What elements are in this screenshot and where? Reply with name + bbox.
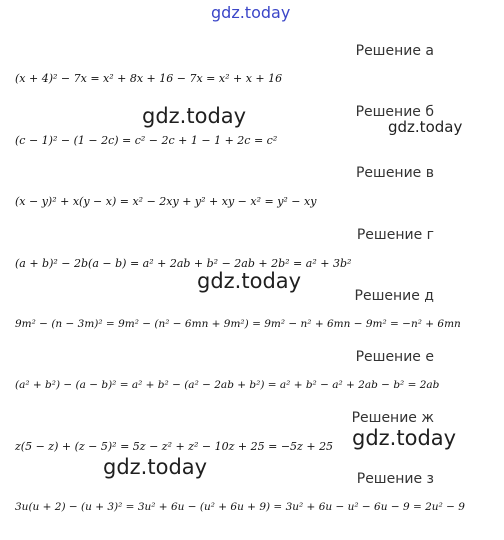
watermark-top: gdz.today [211, 3, 291, 22]
solution-formula-b: (c − 1)² − (1 − 2c) = c² − 2c + 1 − 1 + 2c = c² [15, 134, 278, 147]
solution-formula-g: (a + b)² − 2b(a − b) = a² + 2ab + b² − 2ab + 2b² = a² + 3b² [15, 257, 352, 270]
solution-heading-d: Решение д [354, 288, 434, 304]
solution-formula-e: (a² + b²) − (a − b)² = a² + b² − (a² − 2ab + b²) = a² + b² − a² + 2ab − b² = 2ab [15, 379, 440, 391]
solution-heading-v: Решение в [355, 165, 434, 181]
watermark-4: gdz.today [352, 426, 457, 450]
solution-formula-v: (x − y)² + x(y − x) = x² − 2xy + y² + xy − x² = y² − xy [15, 195, 317, 208]
solution-formula-z: 3u(u + 2) − (u + 3)² = 3u² + 6u − (u² + 6u + 9) = 3u² + 6u − u² − 6u − 9 = 2u² − 9 [15, 501, 465, 513]
solution-heading-a: Решение а [355, 43, 434, 59]
solution-formula-d: 9m² − (n − 3m)² = 9m² − (n² − 6mn + 9m²) = 9m² − n² + 6mn − 9m² = −n² + 6mn [15, 318, 461, 330]
watermark-1: gdz.today [142, 104, 247, 128]
solution-heading-e: Решение е [355, 349, 434, 365]
solution-formula-a: (x + 4)² − 7x = x² + 8x + 16 − 7x = x² + x + 16 [15, 72, 283, 85]
solution-formula-zh: z(5 − z) + (z − 5)² = 5z − z² + z² − 10z + 25 = −5z + 25 [15, 440, 334, 453]
solution-heading-z: Решение з [356, 471, 434, 487]
solution-heading-b: Решение б [355, 104, 434, 120]
watermark-2: gdz.today [388, 118, 463, 136]
watermark-3: gdz.today [197, 269, 302, 293]
solution-heading-zh: Решение ж [351, 410, 434, 426]
solution-heading-g: Решение г [356, 227, 434, 243]
watermark-5: gdz.today [103, 455, 208, 479]
